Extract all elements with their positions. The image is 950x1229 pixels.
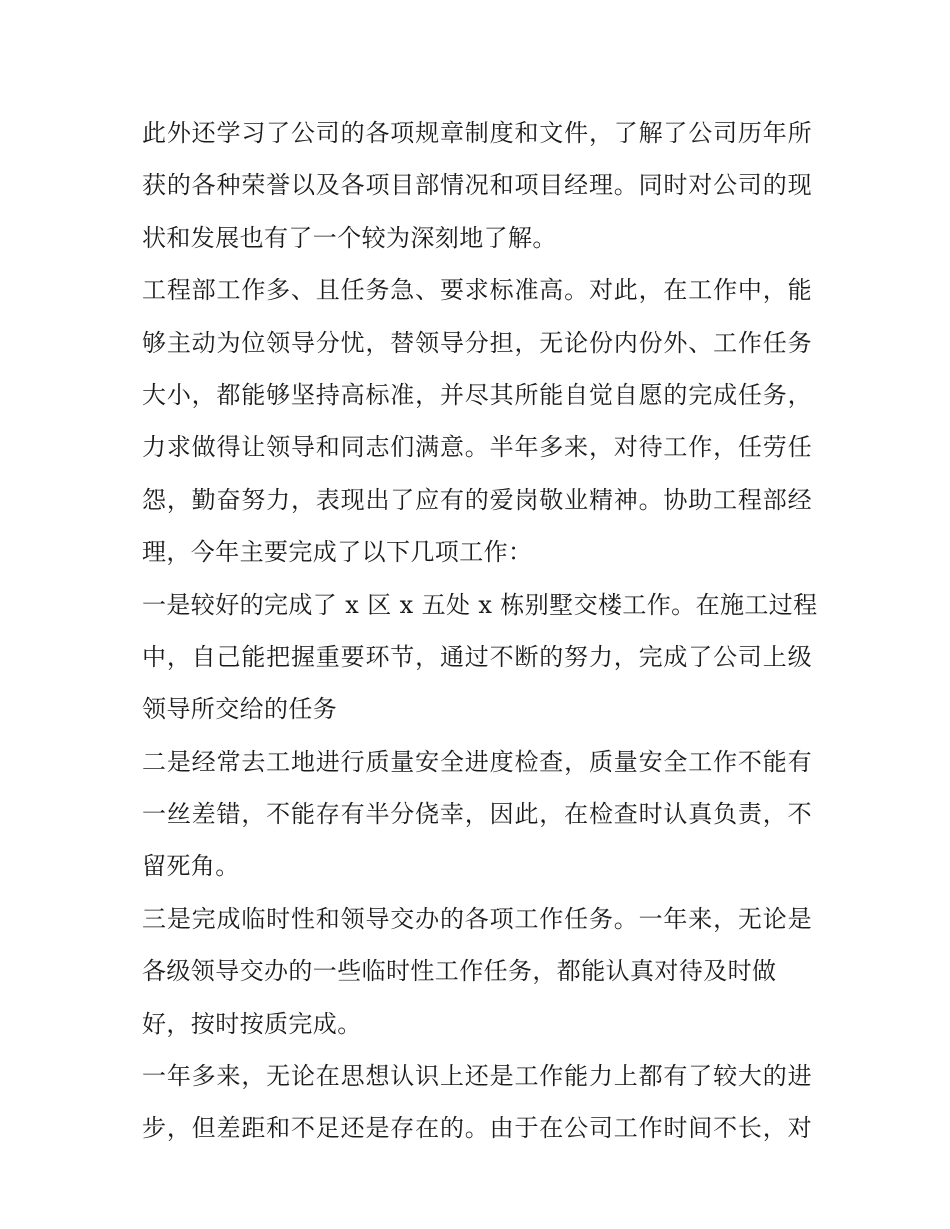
text-line: 步，但差距和不足还是存在的。由于在公司工作时间不长，对 — [142, 1114, 812, 1143]
text-line: 获的各种荣誉以及各项目部情况和项目经理。同时对公司的现 — [142, 171, 812, 200]
paragraph-item-one — [142, 579, 818, 736]
text-line: 怨，勤奋努力，表现出了应有的爱岗敬业精神。协助工程部经 — [142, 485, 812, 514]
text-line: 状和发展也有了一个较为深刻地了解。 — [142, 223, 557, 252]
text-line: 此外还学习了公司的各项规章制度和文件，了解了公司历年所 — [142, 119, 812, 147]
text-line: 中，自己能把握重要环节，通过不断的努力，完成了公司上级 — [142, 642, 812, 671]
paragraph-self-assessment — [142, 1050, 812, 1155]
text-line: 一是较好的完成了 x 区 x 五处 x 栋别墅交楼工作。在施工过程 — [142, 590, 818, 619]
text-line: 好，按时按质完成。 — [142, 1009, 362, 1038]
text-line: 够主动为位领导分忧，替领导分担，无论份内份外、工作任务 — [142, 328, 812, 357]
text-line: 三是完成临时性和领导交办的各项工作任务。一年来，无论是 — [142, 904, 812, 933]
text-line: 力求做得让领导和同志们满意。半年多来，对待工作，任劳任 — [142, 433, 812, 462]
text-line: 一年多来，无论在思想认识上还是工作能力上都有了较大的进 — [142, 1062, 812, 1091]
paragraph-company-learning — [142, 107, 812, 264]
text-line: 留死角。 — [142, 852, 240, 881]
document-page — [142, 107, 818, 1155]
paragraph-item-three — [142, 893, 812, 1050]
paragraph-engineering-dept — [142, 264, 812, 578]
text-line: 二是经常去工地进行质量安全进度检查，质量安全工作不能有 — [142, 747, 812, 776]
text-line: 工程部工作多、且任务急、要求标准高。对此，在工作中，能 — [142, 276, 812, 305]
text-line: 一丝差错，不能存有半分侥幸，因此，在检查时认真负责，不 — [142, 800, 812, 829]
text-line: 理，今年主要完成了以下几项工作： — [142, 538, 533, 567]
paragraph-item-two — [142, 736, 812, 893]
text-line: 大小，都能够坚持高标准，并尽其所能自觉自愿的完成任务， — [142, 380, 812, 409]
text-line: 领导所交给的任务 — [142, 695, 338, 724]
text-line: 各级领导交办的一些临时性工作任务，都能认真对待及时做 — [142, 957, 777, 986]
